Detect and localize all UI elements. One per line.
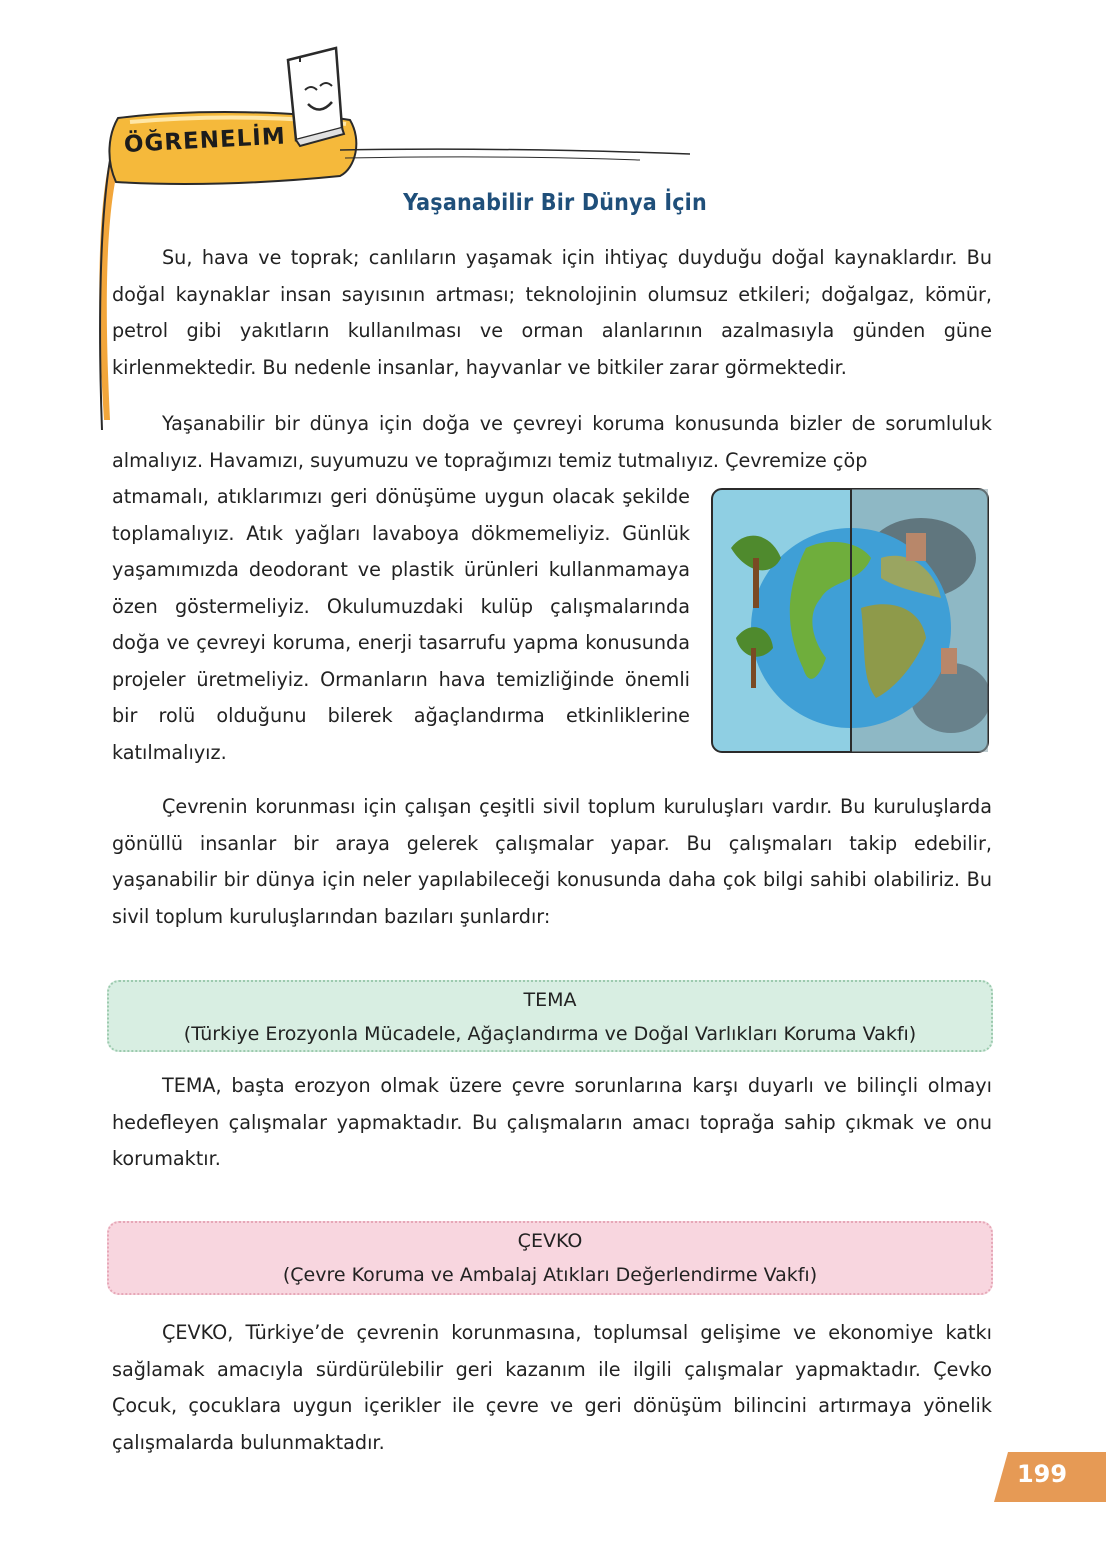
tema-box (107, 980, 993, 1052)
banner-label: ÖĞRENELİM (123, 123, 287, 158)
paragraph-responsibility-top: Yaşanabilir bir dünya için doğa ve çevreyi koruma konusunda bizler de sorumluluk almalıyız. Havamızı, suyumuzu ve toprağımızı temiz tutmalıyız. Çevremize çöp (112, 412, 992, 472)
tema-full-name: (Türkiye Erozyonla Mücadele, Ağaçlandırma ve Doğal Varlıkları Koruma Vakfı) (183, 1023, 917, 1045)
book-mascot-icon (288, 48, 344, 146)
cevko-name: ÇEVKO (517, 1230, 583, 1252)
paragraph-responsibility-wrapped: atmamalı, atıklarımızı geri dönüşüme uygun olacak şekilde toplamalıyız. Atık yağları lavaboya dökmemeliyiz. Günlük yaşamımızda deodorant ve plastik ürünleri kullanmamaya özen göstermeliyiz. Okulumuzdaki kulüp çalışmalarında doğa ve çevreyi koruma, enerji tasarrufu yapma konusunda projeler üretmeliyiz. Ormanların hava temizliğinde önemli bir rolü olduğunu bilerek ağaçlandırma etkinliklerine katılmalıyız. (112, 485, 690, 764)
cevko-box (107, 1221, 993, 1295)
cevko-full-name: (Çevre Koruma ve Ambalaj Atıkları Değerlendirme Vakfı) (282, 1264, 818, 1286)
page-title: Yaşanabilir Bir Dünya İçin (403, 190, 707, 216)
paragraph-tema: TEMA, başta erozyon olmak üzere çevre sorunlarına karşı duyarlı ve bilinçli olmayı hedefleyen çalışmalar yapmaktadır. Bu çalışmaların amacı toprağa sahip çıkmak ve onu korumaktır. (112, 1074, 992, 1170)
paragraph-cevko: ÇEVKO, Türkiye’de çevrenin korunmasına, toplumsal gelişime ve ekonomiye katkı sağlamak amacıyla sürdürülebilir geri kazanım ile ilgili çalışmalar yapmaktadır. Çevko Çocuk, çocuklara uygun içerikler ile çevre ve geri dönüşüm bilincini artırmaya yönelik çalışmalarda bulunmaktadır. (112, 1321, 992, 1454)
page-number: 199 (1016, 1460, 1068, 1488)
globe-illustration (711, 488, 989, 753)
tema-name: TEMA (523, 989, 577, 1011)
paragraph-intro: Su, hava ve toprak; canlıların yaşamak için ihtiyaç duyduğu doğal kaynaklardır. Bu doğal kaynaklar insan sayısının artması; teknolojinin olumsuz etkileri; doğalgaz, kömür, petrol gibi yakıtların kullanılması ve orman alanlarının azalmasıyla günden güne kirlenmektedir. Bu nedenle insanlar, hayvanlar ve bitkiler zarar görmektedir. (112, 246, 992, 379)
banner-illustration (0, 0, 700, 460)
paragraph-ngos: Çevrenin korunması için çalışan çeşitli sivil toplum kuruluşları vardır. Bu kuruluşlarda gönüllü insanlar bir araya gelerek çalışmalar yapar. Bu çalışmaları takip edebilir, yaşanabilir bir dünya için neler yapılabileceği konusunda daha çok bilgi sahibi olabiliriz. Bu sivil toplum kuruluşlarından bazıları şunlardır: (112, 795, 992, 928)
